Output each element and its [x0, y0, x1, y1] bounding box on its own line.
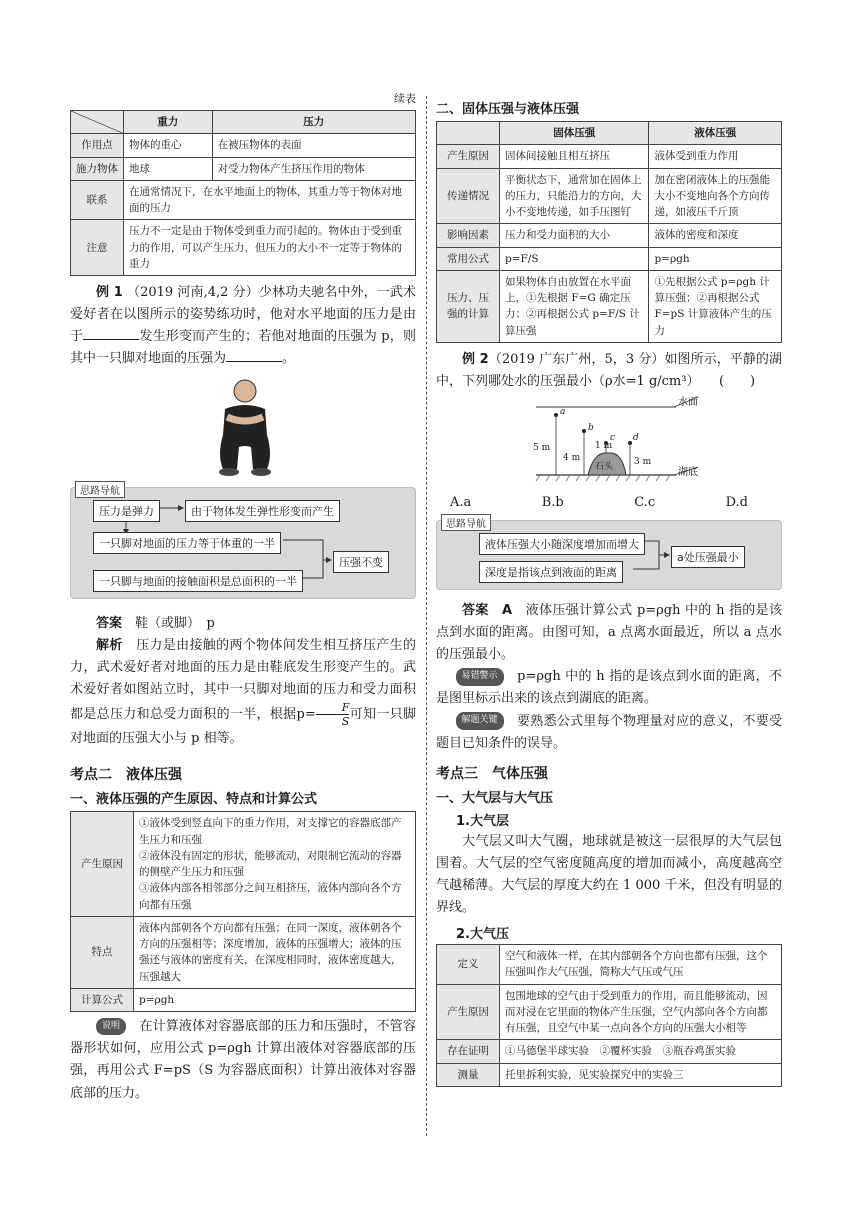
- row-label: 计算公式: [71, 989, 134, 1012]
- row-label: 施力物体: [71, 157, 124, 180]
- answer-letter: A: [502, 603, 513, 619]
- table-cell: p=ρgh: [134, 989, 416, 1012]
- example-label: 例 2: [462, 351, 489, 367]
- warning-text: p=ρgh 中的 h 指的是该点到水面的距离，不是图里标示出来的该点到湖底的距离。: [436, 669, 782, 707]
- gravity-pressure-table: [70, 110, 416, 276]
- guide-box: 液体压强大小随深度增加而增大: [479, 533, 645, 555]
- guide-box: 由于物体发生弹性形变而产生: [185, 500, 340, 522]
- subsection-heading: 1.大气层: [456, 813, 509, 829]
- table-cell: 在通常情况下，在水平地面上的物体，其重力等于物体对地面的压力: [124, 180, 416, 220]
- point-label: d: [633, 433, 639, 444]
- table-cell: 地球: [124, 157, 213, 180]
- analysis-text: 压力是由接触的两个物体间发生相互挤压产生的力，武术爱好者对地面的压力是由鞋底发生形变产生的。武术爱好者如图站立时，其中一只脚对地面的压力和受力面积都是总压力和总受力面积的一半，根据p=: [70, 637, 416, 723]
- table-row: [437, 1040, 782, 1063]
- table-cell: 托里拆利实验，见实验探究中的实验三: [500, 1063, 782, 1086]
- table-row: [71, 916, 416, 988]
- example-source: （2019 河南,4,2 分）: [127, 285, 259, 301]
- table-row: [71, 220, 416, 276]
- guide-tag: 思路导航: [75, 481, 125, 498]
- table-cell: 固体间接触且相互挤压: [500, 145, 649, 168]
- table-row: [71, 157, 416, 180]
- col-header-pressure: 压力: [212, 111, 415, 134]
- guide-box: 一只脚与地面的接触面积是总面积的一半: [93, 570, 303, 592]
- warning-tag: 易错警示: [456, 668, 504, 685]
- example-label: 例 1: [96, 285, 123, 301]
- table-row: [71, 134, 416, 157]
- continued-label: 续表: [394, 92, 416, 105]
- table-cell: p=F/S: [500, 247, 649, 270]
- cell-line: ③液体内部各相邻部分之间互相挤压，液体内部向各个方向都有压强: [139, 882, 402, 911]
- table-row: [437, 1063, 782, 1086]
- row-label: 传递情况: [437, 168, 500, 224]
- table-cell: ①先根据公式 p=ρgh 计算压强；②再根据公式 F=pS 计算液体产生的压力: [649, 270, 782, 342]
- col-header-liquid: 液体压强: [649, 122, 782, 145]
- point-label: c: [610, 433, 616, 444]
- guide-box: 一只脚对地面的压力等于体重的一半: [93, 532, 281, 554]
- section-subtitle: 二、固体压强与液体压强: [436, 102, 580, 117]
- table-cell: 液体受到重力作用: [649, 145, 782, 168]
- key-text: 要熟悉公式里每个物理量对应的意义，不要受题目已知条件的误导。: [436, 713, 782, 751]
- options-row: [436, 495, 782, 510]
- guide-box: 压强不变: [333, 551, 389, 573]
- table-cell: 对受力物体产生挤压作用的物体: [212, 157, 415, 180]
- table-row: [437, 168, 782, 224]
- col-header-solid: 固体压强: [500, 122, 649, 145]
- row-label: 联系: [71, 180, 124, 220]
- analysis-1: [70, 635, 416, 751]
- table-row: [71, 989, 416, 1012]
- note-paragraph: [70, 1016, 416, 1104]
- table-row: [437, 224, 782, 247]
- depth-label: 3 m: [634, 457, 652, 468]
- answer-paren: ( ): [718, 374, 756, 390]
- analysis-label: 解析: [96, 637, 123, 653]
- depth-label: 5 m: [533, 443, 551, 454]
- key-paragraph: [436, 711, 782, 755]
- note-tag: 说明: [96, 1018, 126, 1035]
- cell-line: ②液体没有固定的形状，能够流动，对限制它流动的容器的侧壁产生压力和压强: [139, 849, 402, 879]
- option-d: D.d: [725, 495, 748, 511]
- warning-paragraph: [436, 666, 782, 710]
- table-cell: [134, 812, 416, 917]
- row-label: 影响因素: [437, 224, 500, 247]
- example-text: 发生形变而产生的；若他对地面的压强为 p，则其中一只脚对地面的压强为: [70, 329, 416, 367]
- table-cell: 加在密闭液体上的压强能大小不变地向各个方向传递，如液压千斤顶: [649, 168, 782, 224]
- surface-label: 水面: [678, 397, 698, 409]
- row-label: 存在证明: [437, 1040, 500, 1063]
- row-label: 测量: [437, 1063, 500, 1086]
- option-a: A.a: [450, 495, 472, 511]
- diagonal-header-cell: [71, 111, 124, 134]
- table-row: [437, 247, 782, 270]
- table-row: [437, 145, 782, 168]
- table-cell: 平衡状态下，通常加在固体上的压力，只能沿力的方向，大小不变地传递，如手压图钉: [500, 168, 649, 224]
- table-cell: 包围地球的空气由于受到重力的作用，而且能够流动，因而对浸在它里面的物体产生压强，空气内部向各个方向都有压强，且空气中某一点向各个方向的压强大小相等: [500, 984, 782, 1040]
- table-row: [71, 812, 416, 917]
- guide-box: a处压强最小: [671, 546, 745, 568]
- table-row: [437, 945, 782, 985]
- subsection-heading: 2.大气压: [456, 927, 509, 943]
- row-label: 压力、压强的计算: [437, 270, 500, 342]
- answer-text: 液体压强计算公式 p=ρgh 中的 h 指的是该点到水面的距离。由图可知，a 点离水面最近，所以 a 点水的压强最小。: [436, 603, 782, 663]
- depth-label: 4 m: [563, 453, 581, 464]
- section-title: 考点二 液体压强: [70, 767, 182, 784]
- lake-figure: [436, 393, 782, 493]
- answer-blank: [226, 349, 282, 362]
- column-divider: [426, 96, 427, 1136]
- section-subtitle: 一、液体压强的产生原因、特点和计算公式: [70, 792, 318, 808]
- table-row: [71, 180, 416, 220]
- table-cell: p=ρgh: [649, 247, 782, 270]
- thinking-guide-2: [436, 520, 782, 590]
- note-text: 在计算液体对容器底部的压力和压强时，不管容器形状如何，应用公式 p=ρgh 计算出液体对容器底部的压强，再用公式 F=pS（S 为容器底面积）计算出液体对容器底部的压力。: [70, 1019, 416, 1101]
- analysis-text: 可知一只脚对地面的压强大小与 p 相等。: [70, 707, 416, 747]
- table-cell: 物体的重心: [124, 134, 213, 157]
- row-label: 产生原因: [437, 984, 500, 1040]
- table-cell: 压力和受力面积的大小: [500, 224, 649, 247]
- table-row: [437, 984, 782, 1040]
- table-cell: 空气和液体一样，在其内部朝各个方向也都有压强，这个压强叫作大气压强，简称大气压或气压: [500, 945, 782, 985]
- table-cell: 液体的密度和深度: [649, 224, 782, 247]
- row-label: 注意: [71, 220, 124, 276]
- row-label: 定义: [437, 945, 500, 985]
- table-cell: 压力不一定是由于物体受到重力而引起的。物体由于受到重力的作用，可以产生压力，但压力的大小不一定等于物体的重力: [124, 220, 416, 276]
- fraction-numerator: F: [316, 701, 350, 715]
- row-label: 产生原因: [71, 812, 134, 917]
- table-cell: ①马德堡半球实验 ②覆杯实验 ③瓶吞鸡蛋实验: [500, 1040, 782, 1063]
- empty-header-cell: [437, 122, 500, 145]
- example-2: [436, 349, 782, 393]
- atmosphere-paragraph: 大气层又叫大气圈，地球就是被这一层很厚的大气层包围着。大气层的空气密度随高度的增加而减小，高度越高空气越稀薄。大气层的厚度大约在 1 000 千米，但没有明显的界线。: [436, 833, 782, 916]
- table-cell: 如果物体自由放置在水平面上，①先根据 F=G 确定压力；②再根据公式 p=F/S 计算压强: [500, 270, 649, 342]
- example-text: 少林功夫驰名中外，一武术爱好者在以图所示的姿势练功时，他对水平地面的压力是由于: [70, 285, 416, 345]
- table-row: [437, 270, 782, 342]
- option-b: B.b: [541, 495, 564, 511]
- martial-artist-figure: [70, 371, 416, 483]
- col-header-gravity: 重力: [124, 111, 213, 134]
- section-title: 考点三 气体压强: [436, 765, 548, 782]
- row-label: 作用点: [71, 134, 124, 157]
- bottom-label: 湖底: [678, 467, 698, 479]
- key-tag: 解题关键: [456, 712, 504, 729]
- table-cell: 在被压物体的表面: [212, 134, 415, 157]
- liquid-pressure-table: [70, 811, 416, 1012]
- fraction-denominator: S: [341, 715, 350, 729]
- solid-liquid-table: [436, 121, 782, 343]
- section-subtitle: 一、大气层与大气压: [436, 790, 554, 806]
- row-label: 常用公式: [437, 247, 500, 270]
- example-1: [70, 282, 416, 370]
- left-column: [70, 90, 416, 1105]
- table-cell: 液体内部朝各个方向都有压强；在同一深度，液体朝各个方向的压强相等；深度增加，液体的压强增大；液体的压强还与液体的密度有关，在深度相同时，液体密度越大，压强越大: [134, 916, 416, 988]
- thinking-guide-1: [70, 487, 416, 599]
- option-c: C.c: [634, 495, 656, 511]
- answer-label: 答案: [96, 615, 123, 631]
- answer-label: 答案: [462, 603, 489, 619]
- guide-box: 深度是指该点到液面的距离: [479, 561, 623, 583]
- guide-tag: 思路导航: [441, 514, 491, 531]
- example-text: 。: [282, 351, 296, 367]
- answer-2: [436, 600, 782, 666]
- point-label: a: [560, 407, 566, 418]
- point-label: b: [588, 423, 594, 434]
- depth-label: 1 m: [595, 441, 613, 452]
- guide-box: 压力是弹力: [93, 500, 160, 522]
- air-pressure-table: [436, 944, 782, 1087]
- row-label: 产生原因: [437, 145, 500, 168]
- answer-1: [70, 613, 416, 635]
- cell-line: ①液体受到竖直向下的重力作用，对支撑它的容器底部产生压力和压强: [139, 817, 402, 846]
- right-column: [436, 98, 782, 1087]
- answer-text: 鞋（或脚） p: [135, 615, 215, 631]
- row-label: 特点: [71, 916, 134, 988]
- answer-blank: [83, 327, 139, 340]
- example-text: （2019 广东广州，5，3 分）如图所示，平静的湖中，下列哪处水的压强最小（ρ水=1 g/cm³）: [436, 351, 782, 390]
- rock-label: 石头: [595, 462, 614, 473]
